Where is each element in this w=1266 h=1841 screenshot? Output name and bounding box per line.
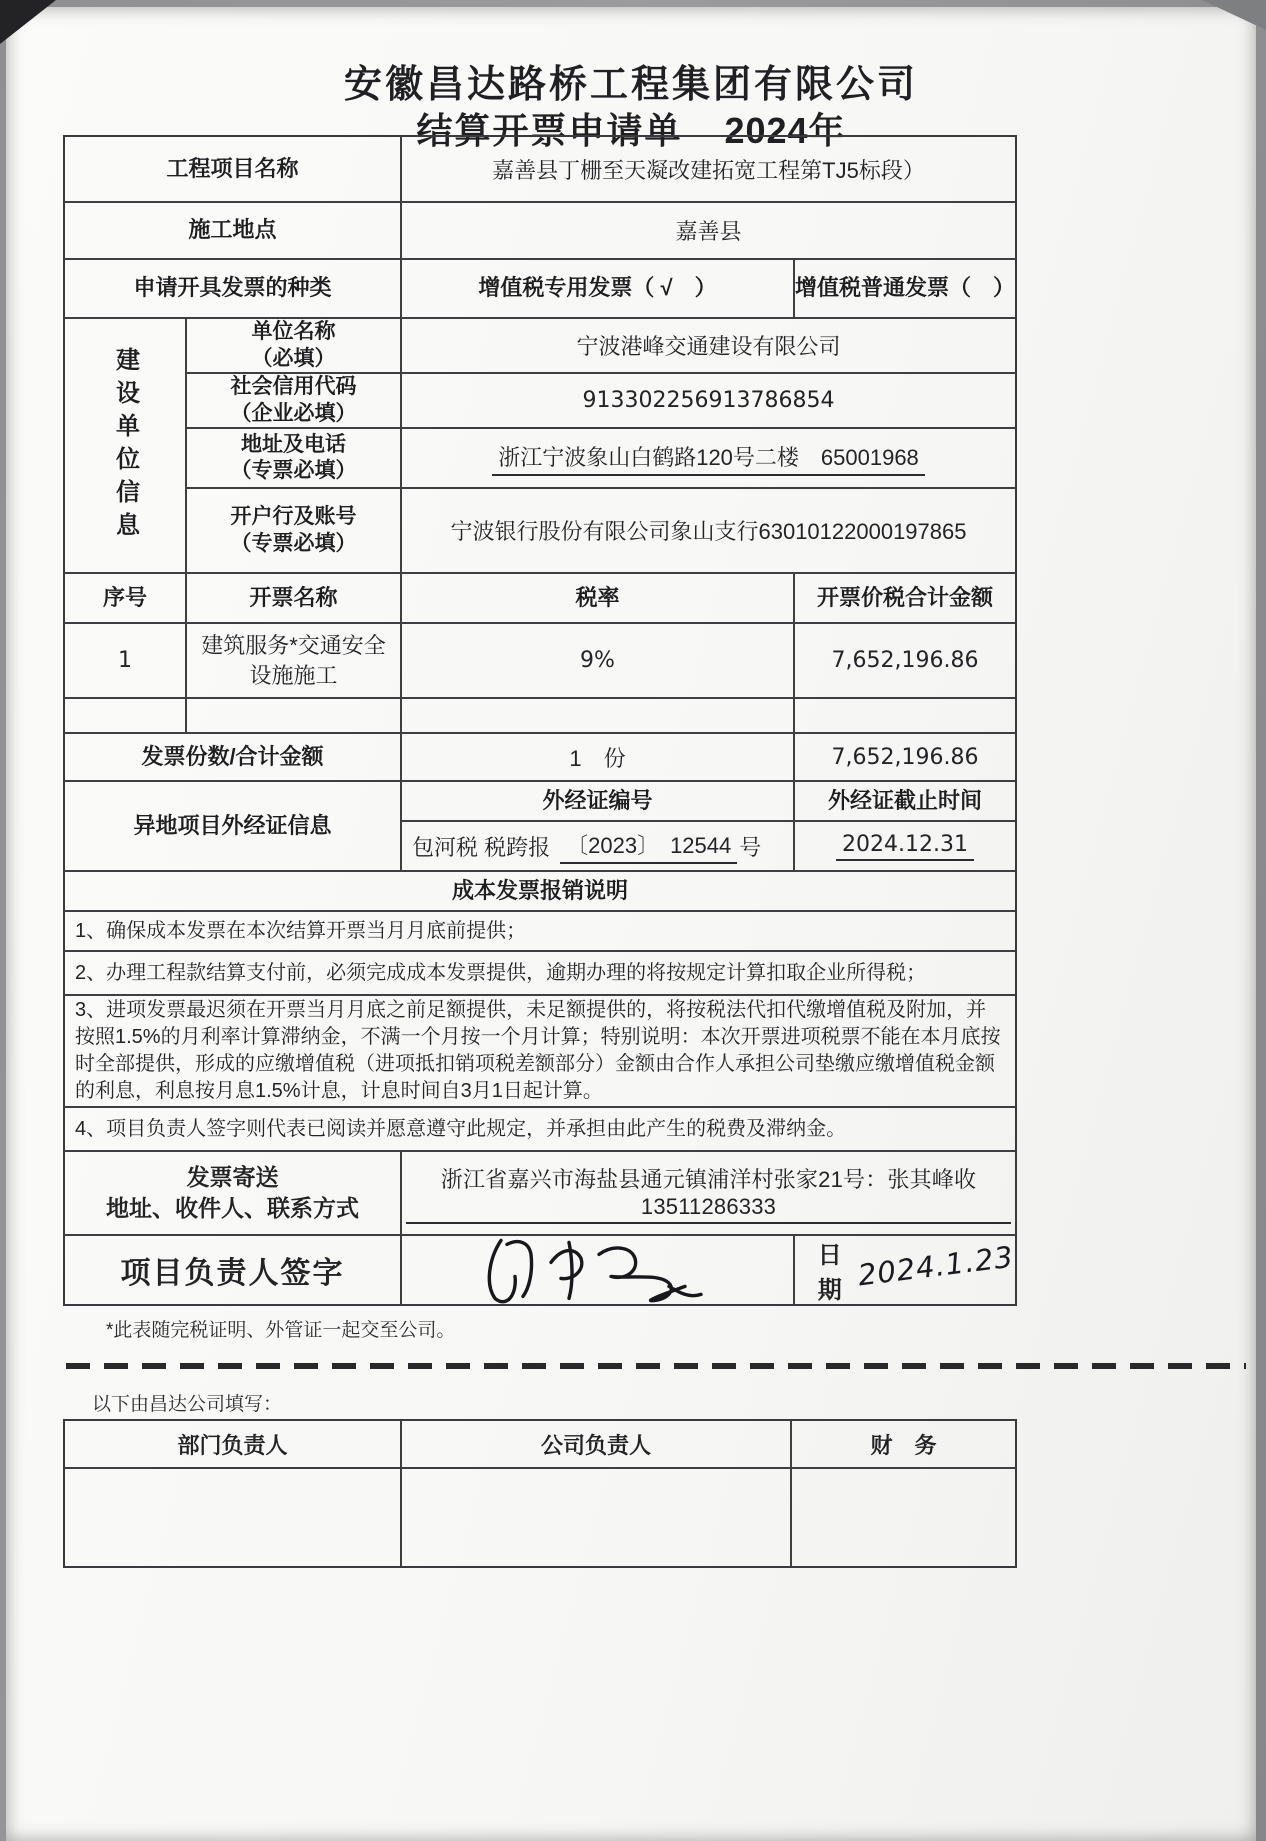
invoice-type-special: 增值税专用发票（ √ ）	[402, 260, 795, 317]
project-name-label: 工程项目名称	[65, 137, 402, 201]
unit-name-label: 单位名称 （必填）	[187, 319, 402, 372]
note-3: 3、进项发票最迟须在开票当月月底之前足额提供，未足额提供的，将按税法代扣代缴增值税及附加，并按照1.5%的月利率计算滞纳金，不满一个月按一个月计算；特别说明：本次开票进项税票不能在本月底按时全部提供，形成的应缴增值税（进项抵扣销项税差额部分）金额由合作人承担公司垫缴应缴增值税金额的利息，利息按月息1.5%计息，计息时间自3月1日起计算。	[75, 999, 1001, 1102]
date-handwritten-value: 2024.1.23	[856, 1239, 1017, 1293]
item-rate: 9%	[402, 624, 795, 697]
waijing-no-header: 外经证编号	[402, 782, 795, 820]
row-note-2	[65, 952, 1015, 996]
item-amount: 7,652,196.86	[831, 648, 979, 673]
signature-cell	[402, 1236, 795, 1304]
item-row-1	[65, 624, 1015, 699]
col-header-amount: 开票价税合计金额	[816, 584, 993, 610]
address-label: 地址及电话 （专票必填）	[187, 429, 402, 487]
note-4: 4、项目负责人签字则代表已阅读并愿意遵守此规定，并承担由此产生的税费及滞纳金。	[75, 1117, 847, 1140]
invoice-type-label: 申请开具发票的种类	[65, 260, 402, 317]
col-header-no: 序号	[65, 574, 187, 622]
item-row-empty	[65, 699, 1015, 734]
waijing-no-value: 包河税 税跨报 〔2023〕 12544 号	[402, 822, 795, 870]
mailing-value: 浙江省嘉兴市海盐县通元镇浦洋村张家21号：张其峰收13511286333	[402, 1152, 1015, 1234]
note-1: 1、确保成本发票在本次结算开票当月月底前提供；	[75, 919, 527, 942]
scanned-paper	[6, 7, 1256, 1841]
waijing-value-row	[402, 822, 1015, 870]
dept-head-header: 部门负责人	[65, 1421, 402, 1467]
bank-label: 开户行及账号 （专票必填）	[187, 489, 402, 572]
application-form-table	[63, 135, 1017, 1306]
empty-cell-name	[187, 699, 402, 732]
row-note-1	[65, 912, 1015, 952]
company-head-empty-cell	[402, 1469, 792, 1566]
summary-label: 发票份数/合计金额	[65, 734, 402, 780]
row-buyer-info	[65, 319, 1015, 574]
empty-cell-rate	[402, 699, 795, 732]
buyer-row-address	[187, 429, 1015, 489]
col-header-rate: 税率	[402, 574, 795, 622]
empty-cell-amount	[795, 699, 1015, 732]
row-mailing	[65, 1152, 1015, 1236]
company-head-header: 公司负责人	[402, 1421, 792, 1467]
note-2: 2、办理工程款结算支付前，必须完成成本发票提供，逾期办理的将按规定计算扣取企业所得税；	[75, 961, 927, 984]
dashed-separator	[66, 1363, 1246, 1369]
buyer-side-label-cell	[65, 319, 187, 572]
col-header-name: 开票名称	[187, 574, 402, 622]
waijing-header-row	[402, 782, 1015, 822]
signature-handwriting	[473, 1228, 723, 1308]
waijing-deadline-header: 外经证截止时间	[827, 787, 982, 813]
buyer-row-credit-code	[187, 374, 1015, 429]
form-year: 2024年	[724, 110, 846, 151]
location-label: 施工地点	[65, 203, 402, 258]
finance-empty-cell	[792, 1469, 1015, 1566]
empty-cell-no	[65, 699, 187, 732]
item-name: 建筑服务*交通安全设施施工	[187, 624, 402, 697]
buyer-rows	[187, 319, 1015, 572]
date-label: 日期	[817, 1242, 842, 1304]
buyer-row-bank	[187, 489, 1015, 572]
row-notes-title	[65, 872, 1015, 912]
project-name-value: 嘉善县丁栅至天凝改建拓宽工程第TJ5标段）	[492, 157, 925, 183]
date-cell	[795, 1236, 1015, 1304]
footnote: *此表随完税证明、外管证一起交至公司。	[106, 1320, 456, 1341]
row-signature	[65, 1236, 1015, 1304]
row-note-3	[65, 996, 1015, 1108]
company-title: 安徽昌达路桥工程集团有限公司	[343, 64, 918, 106]
row-invoice-type	[65, 260, 1015, 319]
unit-name-value: 宁波港峰交通建设有限公司	[576, 334, 841, 359]
item-no: 1	[65, 624, 187, 697]
credit-code-label: 社会信用代码 （企业必填）	[187, 374, 402, 427]
summary-amount: 7,652,196.86	[831, 744, 979, 770]
company-fill-header-row	[65, 1421, 1015, 1469]
row-waijing	[65, 782, 1015, 872]
company-fill-table	[63, 1419, 1017, 1568]
items-header-row	[65, 574, 1015, 624]
finance-header: 财 务	[870, 1432, 937, 1458]
company-fill-intro: 以下由昌达公司填写：	[92, 1394, 283, 1415]
address-value: 浙江宁波象山白鹤路120号二楼 65001968	[402, 429, 1015, 487]
waijing-right	[402, 782, 1015, 870]
waijing-label: 异地项目外经证信息	[65, 782, 402, 870]
row-project-name	[65, 137, 1015, 203]
credit-code-value: 913302256913786854	[582, 388, 835, 413]
bank-value: 宁波银行股份有限公司象山支行63010122000197865	[450, 519, 967, 544]
row-note-4	[65, 1108, 1015, 1152]
buyer-row-unit-name	[187, 319, 1015, 374]
invoice-type-general: 增值税普通发票（ ）	[795, 275, 1016, 301]
photo-shadow-corner-top-right	[1202, 0, 1266, 30]
row-summary	[65, 734, 1015, 782]
mailing-label: 发票寄送 地址、收件人、联系方式	[65, 1152, 402, 1234]
form-title-text: 结算开票申请单	[416, 110, 683, 151]
company-fill-empty-row	[65, 1469, 1015, 1566]
summary-count: 1 份	[402, 734, 795, 780]
signature-label: 项目负责人签字	[65, 1236, 402, 1304]
waijing-deadline-value: 2024.12.31	[795, 822, 1015, 870]
buyer-side-label: 建设单位信息	[111, 346, 139, 545]
row-location	[65, 203, 1015, 260]
photo-dark-corner-top-left	[0, 0, 56, 44]
notes-title: 成本发票报销说明	[451, 877, 628, 903]
location-value: 嘉善县	[675, 219, 742, 244]
dept-head-empty-cell	[65, 1469, 402, 1566]
